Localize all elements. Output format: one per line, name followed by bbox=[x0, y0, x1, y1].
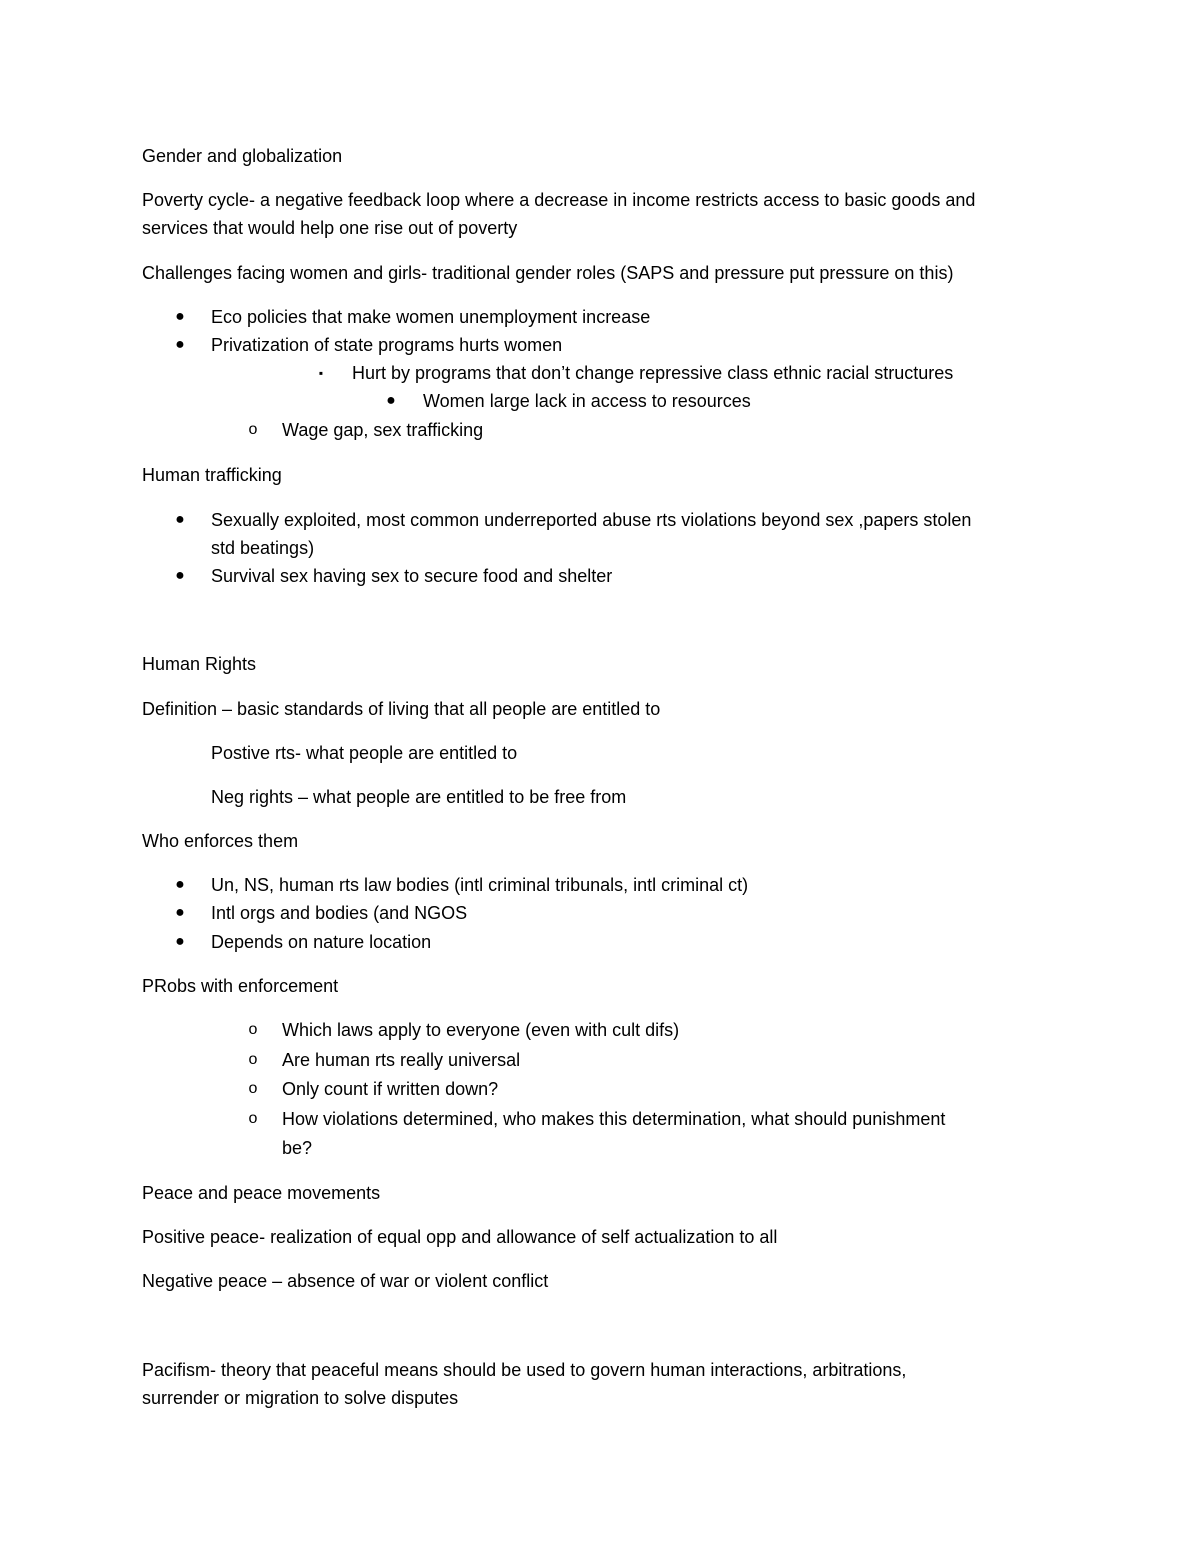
probs-bullet-3: Only count if written down? bbox=[282, 1079, 499, 1099]
enforce-bullet-3: Depends on nature location bbox=[211, 932, 432, 952]
poverty-cycle-line-2: services that would help one rise out of poverty bbox=[142, 218, 518, 238]
challenges-bullet-4: Women large lack in access to resources bbox=[423, 391, 751, 411]
bullet-filled-icon: ● bbox=[175, 933, 185, 950]
bullet-filled-icon: ● bbox=[175, 567, 185, 584]
negative-rights-line: Neg rights – what people are entitled to be free from bbox=[211, 787, 627, 807]
challenges-bullet-3: Hurt by programs that don’t change repressive class ethnic racial structures bbox=[352, 363, 954, 383]
bullet-filled-icon: ● bbox=[386, 392, 396, 409]
bullet-filled-icon: ● bbox=[175, 308, 185, 325]
bullet-filled-icon: ● bbox=[175, 904, 185, 921]
definition-line: Definition – basic standards of living that all people are entitled to bbox=[142, 699, 661, 719]
bullet-square-icon: ▪ bbox=[318, 366, 324, 380]
who-enforces-line: Who enforces them bbox=[142, 831, 299, 851]
bullet-filled-icon: ● bbox=[175, 336, 185, 353]
trafficking-bullet-1-line-1: Sexually exploited, most common underreported abuse rts violations beyond sex ,papers stolen bbox=[211, 510, 972, 530]
challenges-bullet-2: Privatization of state programs hurts women bbox=[211, 335, 563, 355]
probs-bullet-4-line-1: How violations determined, who makes this determination, what should punishment bbox=[282, 1109, 946, 1129]
probs-bullet-2: Are human rts really universal bbox=[282, 1050, 521, 1070]
peace-heading: Peace and peace movements bbox=[142, 1183, 381, 1203]
probs-heading: PRobs with enforcement bbox=[142, 976, 339, 996]
enforce-bullet-2: Intl orgs and bodies (and NGOS bbox=[211, 903, 468, 923]
trafficking-bullet-2: Survival sex having sex to secure food and shelter bbox=[211, 566, 613, 586]
pacifism-line-1: Pacifism- theory that peaceful means should be used to govern human interactions, arbitrations, bbox=[142, 1360, 907, 1380]
bullet-filled-icon: ● bbox=[175, 876, 185, 893]
bullet-open-icon: o bbox=[248, 1021, 258, 1038]
heading-gender-globalization: Gender and globalization bbox=[142, 146, 343, 166]
probs-bullet-1: Which laws apply to everyone (even with cult difs) bbox=[282, 1020, 680, 1040]
trafficking-bullet-1-line-2: std beatings) bbox=[211, 538, 315, 558]
enforce-bullet-1: Un, NS, human rts law bodies (intl criminal tribunals, intl criminal ct) bbox=[211, 875, 749, 895]
bullet-open-icon: o bbox=[248, 421, 258, 438]
heading-human-rights: Human Rights bbox=[142, 654, 257, 674]
challenges-paragraph: Challenges facing women and girls- traditional gender roles (SAPS and pressure put pressure on this) bbox=[142, 263, 954, 283]
poverty-cycle-line-1: Poverty cycle- a negative feedback loop where a decrease in income restricts access to basic goods and bbox=[142, 190, 976, 210]
challenges-bullet-1: Eco policies that make women unemployment increase bbox=[211, 307, 651, 327]
positive-rights-line: Postive rts- what people are entitled to bbox=[211, 743, 518, 763]
challenges-bullet-5: Wage gap, sex trafficking bbox=[282, 420, 484, 440]
pacifism-line-2: surrender or migration to solve disputes bbox=[142, 1388, 459, 1408]
bullet-open-icon: o bbox=[248, 1051, 258, 1068]
bullet-open-icon: o bbox=[248, 1110, 258, 1127]
bullet-open-icon: o bbox=[248, 1080, 258, 1097]
bullet-filled-icon: ● bbox=[175, 511, 185, 528]
negative-peace-line: Negative peace – absence of war or violent conflict bbox=[142, 1271, 549, 1291]
heading-human-trafficking: Human trafficking bbox=[142, 465, 282, 485]
probs-bullet-4-line-2: be? bbox=[282, 1138, 313, 1158]
positive-peace-line: Positive peace- realization of equal opp and allowance of self actualization to all bbox=[142, 1227, 778, 1247]
